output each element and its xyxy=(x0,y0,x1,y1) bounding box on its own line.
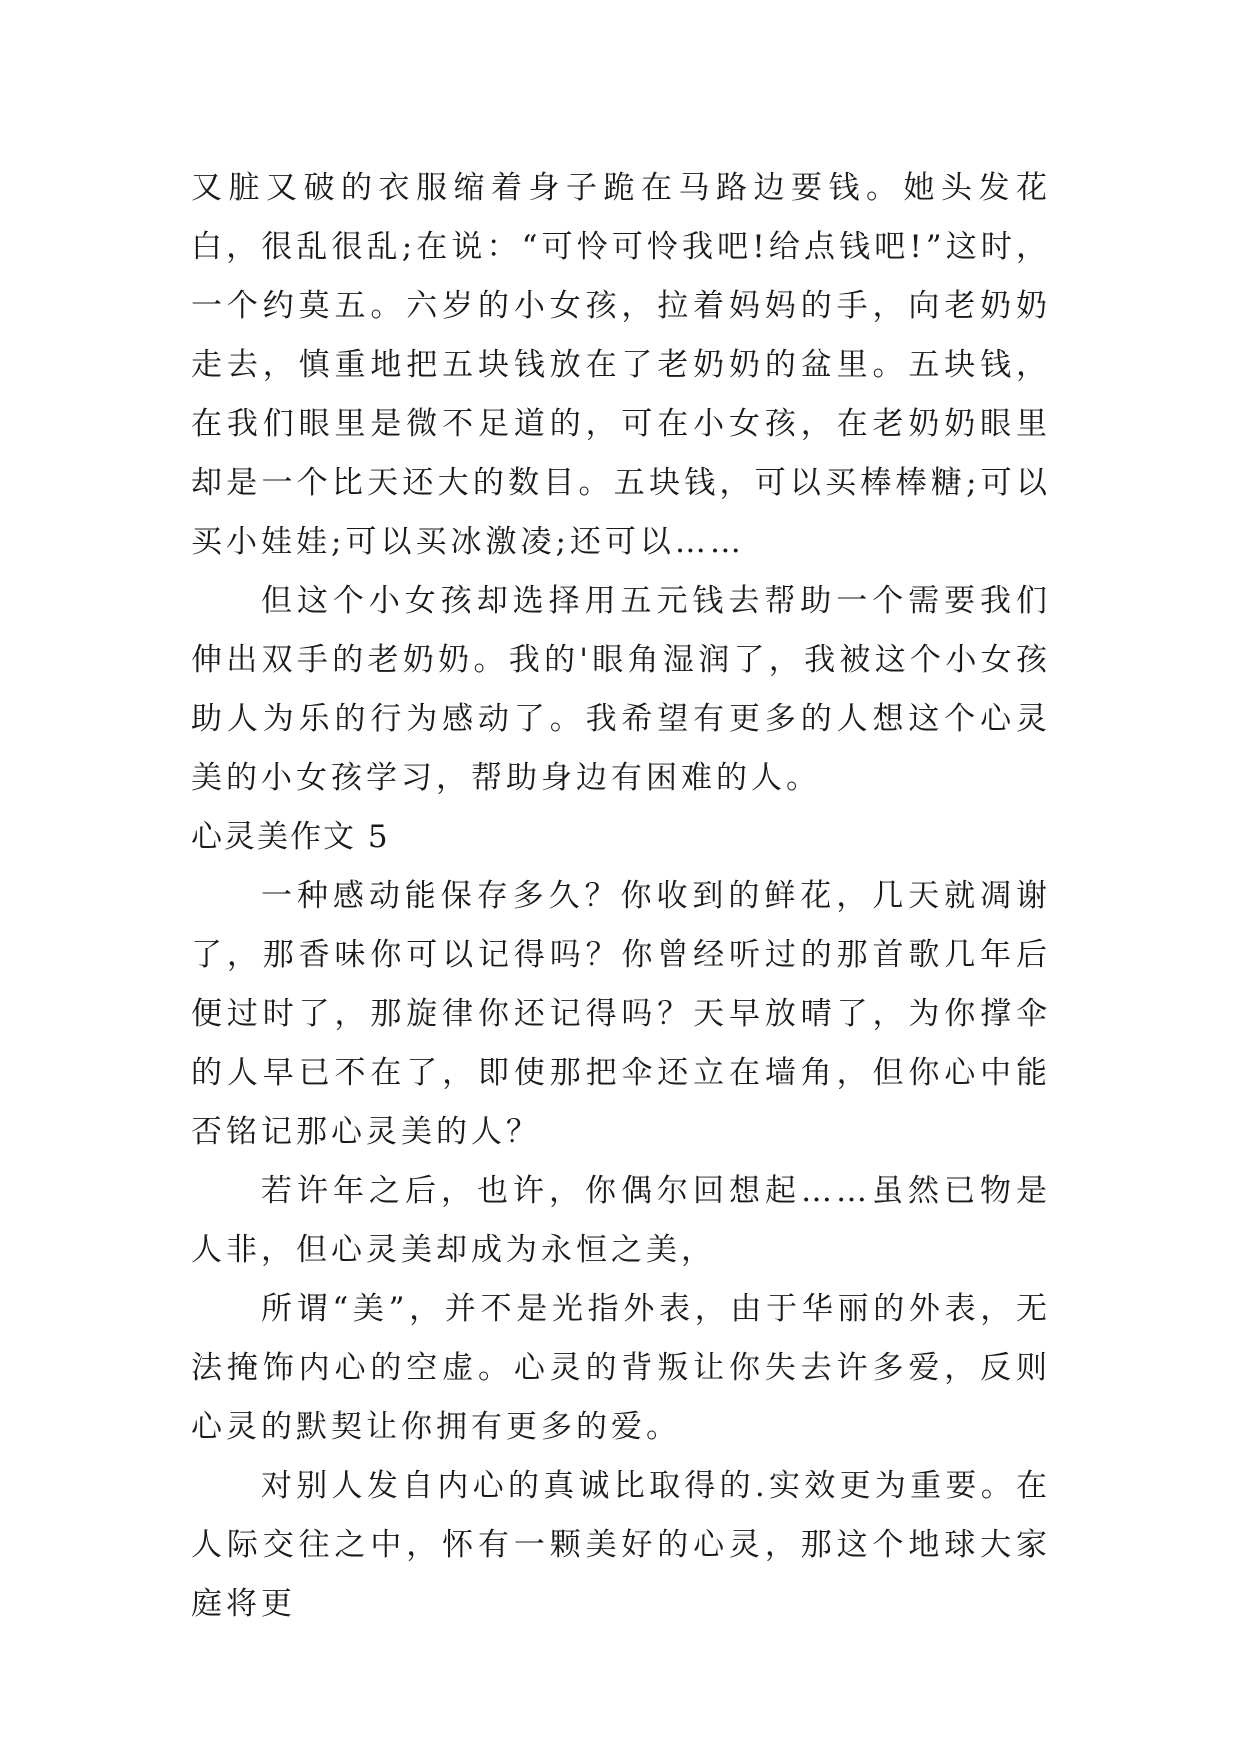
document-body xyxy=(191,159,1051,1634)
paragraph-4: 若许年之后，也许，你偶尔回想起……虽然已物是人非，但心灵美却成为永恒之美， xyxy=(191,1173,1051,1268)
paragraph-2: 但这个小女孩却选择用五元钱去帮助一个需要我们伸出双手的老奶奶。我的'眼角湿润了，我被这个小女孩助人为乐的行为感动了。我希望有更多的人想这个心灵美的小女孩学习，帮助身边有困难的人。 xyxy=(191,583,1051,796)
paragraph-5: 所谓“美”，并不是光指外表，由于华丽的外表，无法掩饰内心的空虚。心灵的背叛让你失去许多爱，反则心灵的默契让你拥有更多的爱。 xyxy=(191,1291,1051,1445)
paragraph-6: 对别人发自内心的真诚比取得的.实效更为重要。在人际交往之中，怀有一颗美好的心灵，那这个地球大家庭将更 xyxy=(191,1468,1051,1622)
section-heading: 心灵美作文 5 xyxy=(191,819,390,855)
paragraph-3: 一种感动能保存多久？你收到的鲜花，几天就凋谢了，那香味你可以记得吗？你曾经听过的那首歌几年后便过时了，那旋律你还记得吗？天早放晴了，为你撑伞的人早已不在了，即使那把伞还立在墙角，但你心中能否铭记那心灵美的人？ xyxy=(191,878,1051,1150)
paragraph-1: 又脏又破的衣服缩着身子跪在马路边要钱。她头发花白，很乱很乱;在说：“可怜可怜我吧!给点钱吧!”这时，一个约莫五。六岁的小女孩，拉着妈妈的手，向老奶奶走去，慎重地把五块钱放在了老奶奶的盆里。五块钱，在我们眼里是微不足道的，可在小女孩，在老奶奶眼里却是一个比天还大的数目。五块钱，可以买棒棒糖;可以买小娃娃;可以买冰激凌;还可以…… xyxy=(191,170,1051,560)
